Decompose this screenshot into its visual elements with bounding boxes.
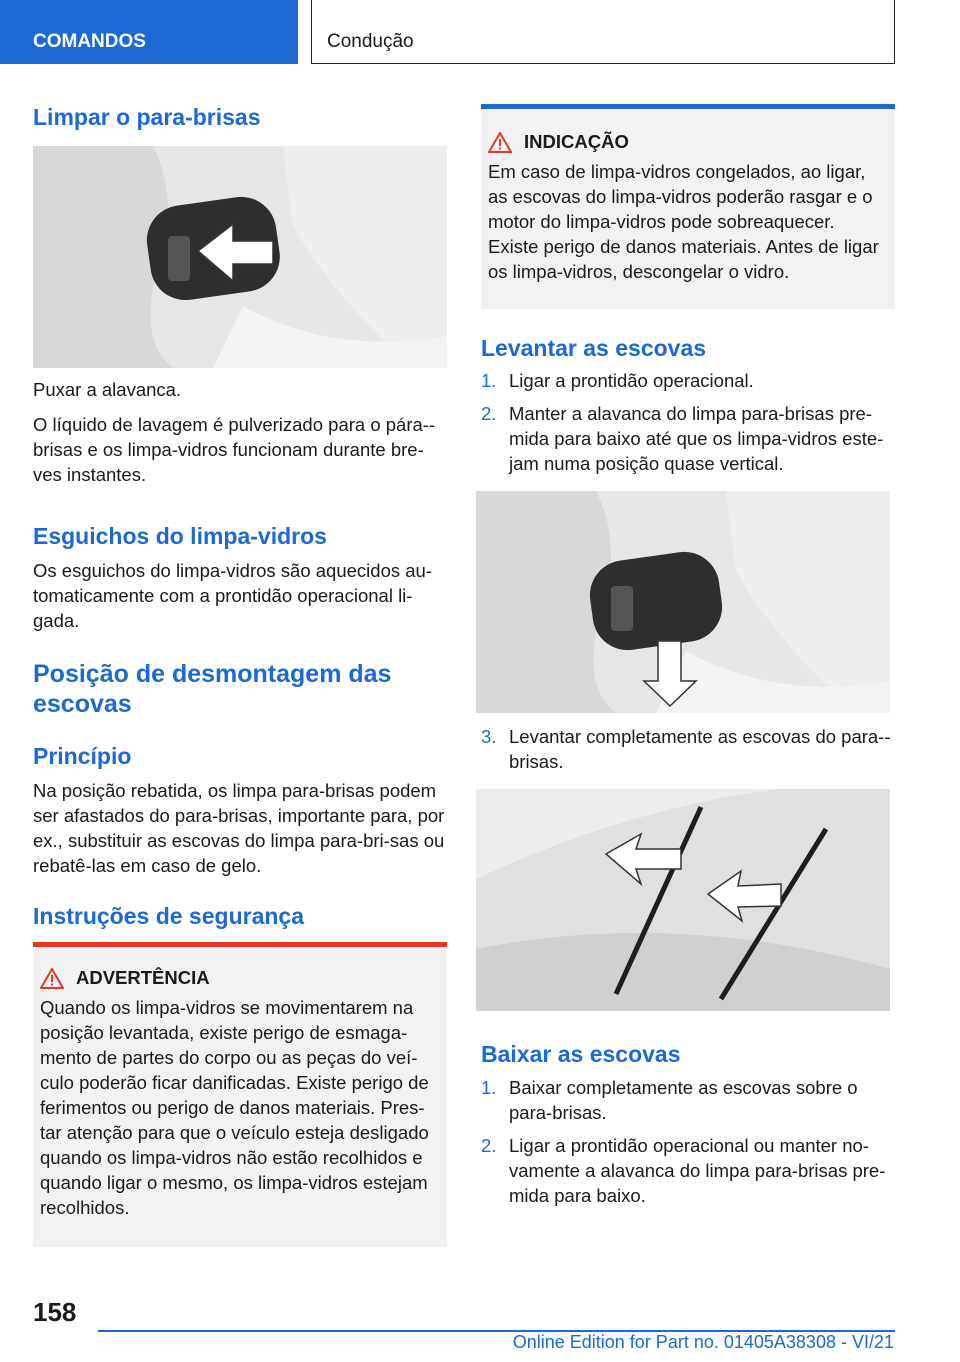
heading-principio: Princípio (33, 743, 132, 769)
lever-pull-illustration (33, 146, 447, 368)
heading-baixar: Baixar as escovas (481, 1041, 681, 1067)
notice-title: INDICAÇÃO (524, 131, 629, 152)
heading-levantar: Levantar as escovas (481, 335, 707, 361)
step-text: Baixar completamente as escovas sobre o para-brisas. (509, 1077, 858, 1123)
step-number: 1. (481, 1077, 497, 1098)
edition-note: Online Edition for Part no. 01405A38308 - VI/21 (512, 1332, 894, 1352)
steps-levantar-3 (481, 724, 895, 774)
page-number: 158 (33, 1297, 77, 1327)
step-text: Levantar completamente as escovas do para--brisas. (509, 726, 891, 772)
chapter-tab[interactable]: Condução (311, 0, 895, 64)
text-esguichos: Os esguichos do limpa-vidros são aquecidos au-tomaticamente com a prontidão operacional li-gada. (33, 560, 432, 631)
notice-text: Em caso de limpa-vidros congelados, ao ligar, as escovas do limpa-vidros poderão rasgar e o motor do limpa-vidros pode sobreaquecer. Existe perigo de danos materiais. Antes de ligar os limpa-vidros, descongelar o vidro. (488, 161, 879, 282)
steps-baixar (481, 1075, 895, 1208)
step-number: 2. (481, 1135, 497, 1156)
step-text: Manter a alavanca do limpa para-brisas pre-mida para baixo até que os limpa-vidros este-jam numa posição quase vertical. (509, 403, 884, 474)
list-item (481, 1133, 895, 1208)
text-puxar: Puxar a alavanca. (33, 379, 182, 400)
list-item (481, 368, 895, 393)
caution-triangle-icon (488, 132, 512, 153)
heading-limpar: Limpar o para-brisas (33, 104, 261, 130)
warning-box (33, 942, 447, 1247)
step-number: 1. (481, 370, 497, 391)
lever-push-illustration (476, 491, 890, 713)
warning-title: ADVERTÊNCIA (76, 967, 210, 988)
step-number: 3. (481, 726, 497, 747)
text-liquido: O líquido de lavagem é pulverizado para o pára--brisas e os limpa-vidros funcionam durante bre-ves instantes. (33, 414, 436, 485)
step-text: Ligar a prontidão operacional. (509, 370, 754, 391)
steps-levantar (481, 368, 895, 476)
list-item (481, 401, 895, 476)
heading-esguichos: Esguichos do limpa-vidros (33, 523, 327, 549)
list-item (481, 724, 895, 774)
notice-box (481, 104, 895, 309)
notice-header (488, 131, 888, 153)
step-text: Ligar a prontidão operacional ou manter no-vamente a alavanca do limpa para-brisas pre-mida para baixo. (509, 1135, 886, 1206)
warning-triangle-icon (40, 968, 64, 989)
text-principio: Na posição rebatida, os limpa para-brisas podem ser afastados do para-brisas, importante para, por ex., substituir as escovas do limpa para-bri-sas ou rebatê-las em caso de gelo. (33, 780, 445, 876)
heading-instrucoes: Instruções de segurança (33, 903, 304, 929)
warning-text: Quando os limpa-vidros se movimentarem na posição levantada, existe perigo de esmaga-mento de partes do corpo ou as peças do veí-culo poderão ficar danificadas. Existe perigo de ferimentos ou perigo de danos materiais. Pres-tar atenção para que o veículo esteja desligado quando os limpa-vidros não estão recolhidos e quando ligar o mesmo, os limpa-vidros estejam recolhidos. (40, 997, 429, 1218)
list-item (481, 1075, 895, 1125)
section-tab[interactable]: COMANDOS (0, 0, 298, 64)
step-number: 2. (481, 403, 497, 424)
warning-header (40, 967, 440, 989)
heading-posicao: Posição de desmontagem das escovas (33, 660, 392, 718)
wiper-raise-illustration (476, 789, 890, 1011)
